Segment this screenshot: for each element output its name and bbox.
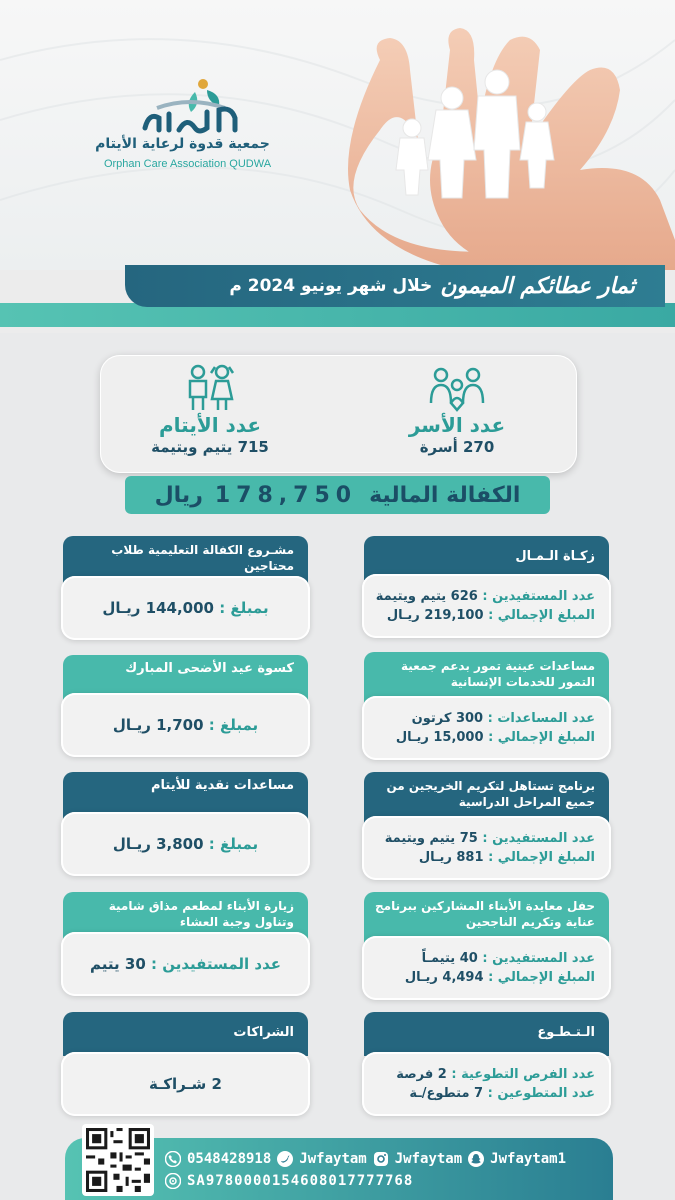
banner-subtitle: خلال شهر يونيو 2024 م bbox=[229, 276, 433, 296]
stats-panel bbox=[100, 355, 577, 473]
line-label: عدد المتطوعين : bbox=[487, 1086, 595, 1101]
card-eid-party bbox=[364, 892, 609, 996]
line-value: 219,100 ريـال bbox=[386, 608, 484, 623]
card-graduates-box bbox=[362, 816, 611, 880]
logo bbox=[95, 78, 280, 188]
line-value: 2 فرصة bbox=[396, 1067, 447, 1082]
stat-orphans-title: عدد الأيتام bbox=[158, 413, 262, 437]
logo-mark bbox=[135, 78, 245, 134]
card-graduates-line-2 bbox=[378, 848, 595, 867]
footer-twitter[interactable]: Jwfaytam bbox=[299, 1151, 367, 1167]
stat-orphans-value: 715 يتيم ويتيمة bbox=[151, 438, 269, 456]
footer-instagram[interactable]: Jwfaytam bbox=[394, 1151, 463, 1167]
hero-section bbox=[0, 0, 675, 270]
card-volunteering-line-2 bbox=[378, 1084, 595, 1103]
card-zakat bbox=[364, 536, 609, 638]
footer-iban-number[interactable]: SA9780000154608017777768 bbox=[187, 1173, 414, 1189]
phone-icon bbox=[165, 1151, 181, 1167]
card-education-project-box bbox=[61, 576, 310, 640]
amount-value: 30 يتيم bbox=[90, 955, 146, 973]
amount-value: 144,000 ريـال bbox=[102, 599, 214, 617]
card-education-project-amount bbox=[77, 599, 294, 617]
line-label: المبلغ الإجمالي : bbox=[488, 730, 595, 745]
card-zakat-line-2 bbox=[378, 606, 595, 625]
card-eid-clothing-box bbox=[61, 693, 310, 757]
line-value: 626 يتيم ويتيمة bbox=[375, 589, 478, 604]
card-zakat-box bbox=[362, 574, 611, 638]
amount-label: بمبلغ : bbox=[208, 716, 259, 734]
family-icon bbox=[427, 363, 487, 413]
card-graduates-line-1 bbox=[378, 829, 595, 848]
twitter-icon[interactable] bbox=[277, 1151, 293, 1167]
amount-label: بمبلغ : bbox=[219, 599, 269, 617]
line-value: 15,000 ريـال bbox=[395, 730, 484, 745]
line-value: 4,494 ريـال bbox=[404, 970, 484, 985]
footer-snapchat[interactable]: Jwfaytam1 bbox=[490, 1151, 567, 1167]
card-volunteering-line-1 bbox=[378, 1065, 595, 1084]
card-cash-aid bbox=[63, 772, 308, 876]
instagram-icon[interactable] bbox=[373, 1151, 389, 1167]
line-value: 300 كرتون bbox=[411, 711, 484, 726]
card-dates-aid-line-2 bbox=[378, 728, 595, 747]
logo-name-en: Orphan Care Association QUDWA bbox=[103, 158, 272, 170]
card-partnerships bbox=[63, 1012, 308, 1116]
sponsorship-bar bbox=[125, 476, 550, 514]
card-eid-party-line-1 bbox=[378, 949, 595, 968]
card-graduates bbox=[364, 772, 609, 876]
snapchat-icon[interactable] bbox=[468, 1151, 484, 1167]
card-education-project-title: مشـروع الكفالة التعليمية طلاب محتاجين bbox=[63, 536, 308, 584]
amount-value: 1,700 ريـال bbox=[112, 716, 204, 734]
footer-contacts bbox=[165, 1147, 585, 1171]
line-label: المبلغ الإجمالي : bbox=[488, 970, 595, 985]
card-restaurant-visit-amount bbox=[77, 955, 294, 973]
line-value: 7 متطوع/ـة bbox=[409, 1086, 484, 1101]
banner-script: ثمار عطائكم الميمون bbox=[440, 273, 635, 299]
card-eid-party-box bbox=[362, 936, 611, 1000]
card-dates-aid bbox=[364, 652, 609, 756]
line-label: عدد المستفيدين : bbox=[482, 831, 595, 846]
card-cash-aid-box bbox=[61, 812, 310, 876]
line-label: عدد الفرص التطوعية : bbox=[451, 1067, 595, 1082]
banner-bar bbox=[125, 265, 665, 307]
stat-families-value: 270 أسرة bbox=[419, 438, 495, 456]
card-partnerships-box bbox=[61, 1052, 310, 1116]
card-cash-aid-amount bbox=[77, 835, 294, 853]
amount-label: عدد المستفيدين : bbox=[151, 955, 281, 973]
card-volunteering-box bbox=[362, 1052, 611, 1116]
line-label: عدد المستفيدين : bbox=[482, 589, 595, 604]
card-eid-party-line-2 bbox=[378, 968, 595, 987]
line-label: المبلغ الإجمالي : bbox=[488, 850, 595, 865]
line-label: عدد المستفيدين : bbox=[482, 951, 595, 966]
qr-code[interactable] bbox=[82, 1124, 154, 1196]
card-eid-clothing-title: كسوة عيد الأضحى المبارك bbox=[63, 655, 308, 701]
stat-families bbox=[357, 363, 557, 467]
card-cash-aid-title: مساعدات نقدية للأيتام bbox=[63, 772, 308, 820]
footer-iban bbox=[165, 1170, 585, 1192]
card-partnerships-amount bbox=[77, 1075, 294, 1093]
title-banner bbox=[0, 265, 675, 333]
amount-value: 2 شـراكـة bbox=[149, 1075, 222, 1093]
line-label: المبلغ الإجمالي : bbox=[488, 608, 595, 623]
hands-family-illustration bbox=[340, 20, 675, 270]
card-volunteering bbox=[364, 1012, 609, 1116]
card-restaurant-visit-box bbox=[61, 932, 310, 996]
line-value: 881 ريـال bbox=[418, 850, 484, 865]
stat-orphans bbox=[110, 363, 310, 467]
card-volunteering-title: الـتـطـوع bbox=[364, 1012, 609, 1056]
banner-title bbox=[135, 269, 635, 303]
bank-icon bbox=[165, 1173, 181, 1189]
card-partnerships-title: الشراكات bbox=[63, 1012, 308, 1056]
children-icon bbox=[180, 363, 240, 413]
sponsorship-currency: ريال bbox=[154, 482, 203, 508]
logo-name-ar: جمعية قدوة لرعاية الأيتام bbox=[95, 136, 270, 152]
qr-code-graphic bbox=[86, 1128, 150, 1192]
card-education-project bbox=[63, 536, 308, 638]
card-eid-party-title: حفل معايدة الأبناء المشاركين ببرنامج عناية وتكريم الناجحين bbox=[364, 892, 609, 944]
card-dates-aid-box bbox=[362, 696, 611, 760]
amount-label: بمبلغ : bbox=[208, 835, 259, 853]
sponsorship-amount: 178,750 bbox=[214, 482, 358, 508]
card-eid-clothing bbox=[63, 655, 308, 757]
line-label: عدد المساعدات : bbox=[487, 711, 595, 726]
card-zakat-title: زكـاة الـمـال bbox=[364, 536, 609, 580]
line-value: 75 يتيم ويتيمة bbox=[384, 831, 478, 846]
card-dates-aid-line-1 bbox=[378, 709, 595, 728]
amount-value: 3,800 ريـال bbox=[112, 835, 204, 853]
card-eid-clothing-amount bbox=[77, 716, 294, 734]
line-value: 40 يتيمـاً bbox=[421, 951, 478, 966]
card-zakat-line-1 bbox=[375, 587, 595, 606]
stat-families-title: عدد الأسر bbox=[408, 413, 506, 437]
card-restaurant-visit-title: زيارة الأبناء لمطعم مذاق شامية وتناول وجبة العشاء bbox=[63, 892, 308, 942]
card-graduates-title: برنامج تستاهل لتكريم الخريجين من جميع المراحل الدراسية bbox=[364, 772, 609, 824]
card-restaurant-visit bbox=[63, 892, 308, 996]
sponsorship-label: الكفالة المالية bbox=[369, 482, 521, 508]
footer-phone[interactable]: 0548428918 bbox=[187, 1151, 272, 1167]
card-dates-aid-title: مساعدات عينية تمور بدعم جمعية التمور للخدمات الإنسانية bbox=[364, 652, 609, 704]
